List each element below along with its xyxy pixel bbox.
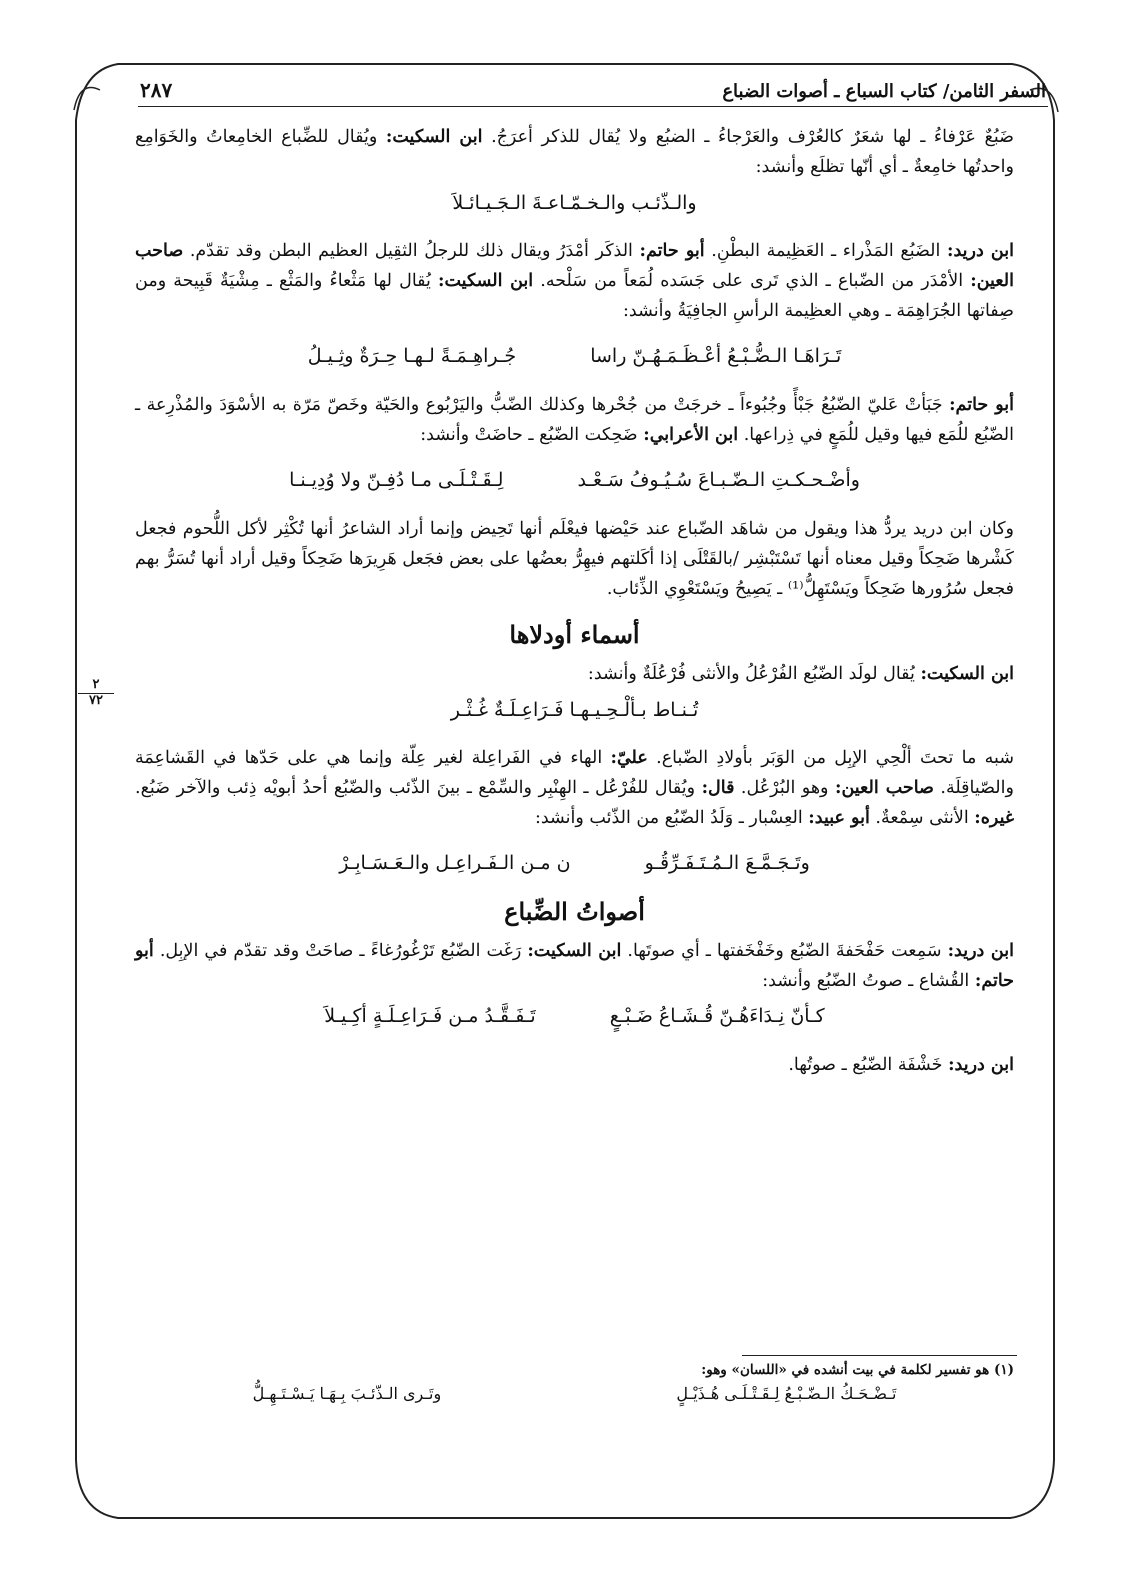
text-run: الأنثى سِمْعةٌ.: [875, 808, 969, 828]
speaker-label: ابن السكيت:: [385, 127, 483, 147]
verse-couplet: [135, 847, 1014, 879]
page-header: [140, 74, 1046, 102]
speaker-label: صاحب العين:: [135, 241, 1014, 291]
speaker-label: ابن دريد:: [947, 241, 1014, 261]
paragraph: وكان ابن دريد يردُّ هذا ويقول من شاهَد الضّباع عند حَيْضها فيعْلَم أنها تَحِيض وإنما أراد الشاعرُ أنها تُكْثِر لأكل اللُّحوم فجعل كَشْرها ضَحِكاً وقيل معناه أنها تَسْتَبْشِر /بالقَتْلَى إذا أكَلتهم فيهِرُّ بعضُها على بعض فجَعل هَرِيرَها ضَحِكاً وقيل أراد أنها تُسَرُّ بهم فجعل سُرُورها ضَحِكاً ويَسْتَهِلُّ⁽¹⁾ ـ يَصِيحُ ويَسْتَعْوِي الذِّئاب.: [135, 519, 1014, 599]
text-run: القُشاع ـ صوتُ الضّبُع وأنشد:: [762, 971, 970, 991]
verse-couplet: [135, 340, 1014, 372]
speaker-label: أبو حاتم:: [639, 241, 705, 261]
text-run: الأمْدَر من الضّباع ـ الذي تَرى على جَسَده لُمَعاً من سَلْحه.: [540, 271, 964, 291]
speaker-label: أبو حاتم:: [135, 941, 1014, 991]
paragraph: [135, 236, 1014, 326]
text-run: ضَبُعٌ عَرْفاءُ ـ لها شعَرٌ كالعُرْف والعَرْجاءُ ـ الضبُع ولا يُقال للذكر أعرَجُ.: [491, 127, 1014, 147]
paragraph: [135, 659, 1014, 689]
paragraph: [135, 122, 1014, 182]
text-run: العِسْبار ـ وَلَدُ الضّبُع من الذّئب وأنشد:: [534, 808, 803, 828]
verse-couplet: [135, 1000, 1014, 1032]
text-run: الضَبُع المَذْراء ـ العَظِيمة البطْنِ.: [711, 241, 941, 261]
margin-ref-top: ٢: [78, 678, 114, 694]
text-run: يُقال لولَد الضّبُع الفُرْعُلُ والأنثى فُرْعُلَةٌ وأنشد:: [587, 664, 915, 684]
verse-hemistich-left: وتَـرى الـذّئـبَ بِـهَـا يَـسْـتَـهِـلُّ: [252, 1384, 442, 1403]
footnote-text: (١) هو تفسير لكلمة في بيت أنشده في «اللسان» وهو:: [701, 1362, 1014, 1378]
margin-reference: [78, 678, 114, 708]
verse-hemistich-right: كـأنّ نِـدَاءَهُـنّ قُـشَـاعُ ضَـبْـعٍ: [609, 1005, 825, 1027]
speaker-label: ابن السكيت:: [527, 941, 622, 961]
section-heading: أصواتُ الضِّباع: [504, 897, 645, 926]
text-run: يُقال لها مَثْعاءُ والمَثْع ـ مِشْيَةٌ قَبِيحة ومن صِفاتها الجُرَاهِمَة ـ وهي العظِيمة الرأسِ الجافِيَةُ وأنشد:: [135, 271, 1014, 321]
text-run: الذكَر أمْدَرُ ويقال ذلك للرجلُ الثقِيل العظيم البطن وقد تقدّم.: [189, 241, 633, 261]
text-run: سَمِعت حَفْحَفةَ الضّبُع وخَفْخَفتها ـ أي صوتَها.: [627, 941, 942, 961]
speaker-label: ابن الأعرابي:: [643, 425, 739, 445]
verse-hemistich-left: جُـراهِـمَـةً لـهـا حِـرَةٌ وثِـيـلُ: [307, 345, 517, 367]
verse-line: والـذّئـب والـخـمّـاعـةَ الـجَـيـائـلاَ: [452, 192, 697, 214]
text-run: شبه ما تحتَ ألْحِي الإبِل من الوَبَر بأولادِ الضّباع.: [656, 748, 1014, 768]
text-run: ضَحِكت الضّبُع ـ حاضَتْ وأنشد:: [420, 425, 638, 445]
speaker-label: قال:: [701, 778, 735, 798]
header-rule: [138, 106, 1048, 107]
text-run: جَبَأتْ عَليّ الضّبُعُ جَبْأً وجُبُوءاً ـ خرجَتْ من جُحْرها وكذلك الضّبُّ واليَرْبُوع والحَيّة وخَصّ مَرّة به الأسْوَدَ والمُذْرِعة ـ الضّبُع للُمَع فيها وقيل للُمَعٍ في ذِراعها.: [135, 395, 1014, 445]
page-number: ٢٨٧: [140, 78, 173, 102]
text-run: ويُقال للضِّباع الخامِعاتُ والخَوَامِع واحدتُها خامِعةٌ ـ أي أنّها تظلَع وأنشد:: [135, 127, 1014, 177]
speaker-label: ابن دريد:: [948, 1055, 1014, 1075]
margin-ref-bottom: ٧٢: [89, 693, 103, 708]
verse-hemistich-left: ن مـن الـفَـراعِـل والـعَـسَـابِـرْ: [339, 852, 571, 874]
verse-hemistich-right: وأضْـحـكـتِ الـضّـبـاعَ سُـيُـوفُ سَـعْـد: [577, 469, 860, 491]
text-run: الهاء في الفَراعِلة لغير عِلّة وإنما هي على حَدّها في القَشاعِمَة والصّياقِلَة.: [135, 748, 1014, 798]
speaker-label: غيره:: [974, 808, 1014, 828]
speaker-label: أبو حاتم:: [949, 395, 1014, 415]
speaker-label: ابن السكيت:: [438, 271, 534, 291]
paragraph: [135, 936, 1014, 996]
speaker-label: أبو عبيد:: [808, 808, 870, 828]
paragraph: [135, 1050, 1014, 1080]
text-run: رَغَت الضّبُع تَرْغُورُغاءً ـ صاحَتْ وقد تقدّم في الإبِل.: [159, 941, 522, 961]
verse-hemistich-right: وتَـجَـمَّـعَ الـمُـتَـفَـرِّقُـو: [644, 852, 810, 874]
verse-couplet: [135, 464, 1014, 496]
footnote-verse: [135, 1384, 1014, 1403]
text-run: خَشْفَة الضّبُع ـ صوتُها.: [788, 1055, 943, 1075]
footnote: [135, 1362, 1014, 1403]
footnote-rule: [742, 1355, 1017, 1356]
speaker-label: عليّ:: [610, 748, 648, 768]
verse-hemistich-left: تَـفَـقَّـدُ مـن فَـرَاعِـلَـةٍ أكِـيـلاَ: [324, 1005, 536, 1027]
text-run: وهو البُرْعُل.: [740, 778, 829, 798]
verse-hemistich-right: تَـرَاهَـا الـضُّـبْـعُ أعْـظَـمَـهُـنّ راسا: [590, 345, 842, 367]
section-heading: أسماء أودلاها: [509, 620, 640, 649]
speaker-label: صاحب العين:: [835, 778, 934, 798]
speaker-label: ابن السكيت:: [920, 664, 1014, 684]
speaker-label: ابن دريد:: [947, 941, 1014, 961]
verse-line: تُـنـاط بـألْـحِـيـهـا فَـرَاعِـلَـةٌ غُـثْـر: [450, 699, 699, 721]
verse-hemistich-right: تَـضْـحَـكُ الـضّـبْـعُ لِـقَـتْـلَـى هُـذَيْـلٍ: [676, 1384, 897, 1403]
verse-hemistich-left: لِـقَـتْـلَـى مـا دُفِـنّ ولا وُدِيـنـا: [289, 469, 504, 491]
paragraph: [135, 390, 1014, 450]
running-head: السفر الثامن/ كتاب السباع ـ أصوات الضباع: [722, 81, 1046, 102]
text-run: ويُقال للفُرْعُل ـ الهِنْبِر والسِّمْع ـ بينَ الذّئب والضّبُع أحدُ أبويْه ذِئب والآخر ضَبُع.: [135, 778, 696, 798]
main-text: [135, 122, 1014, 1090]
paragraph: [135, 743, 1014, 833]
